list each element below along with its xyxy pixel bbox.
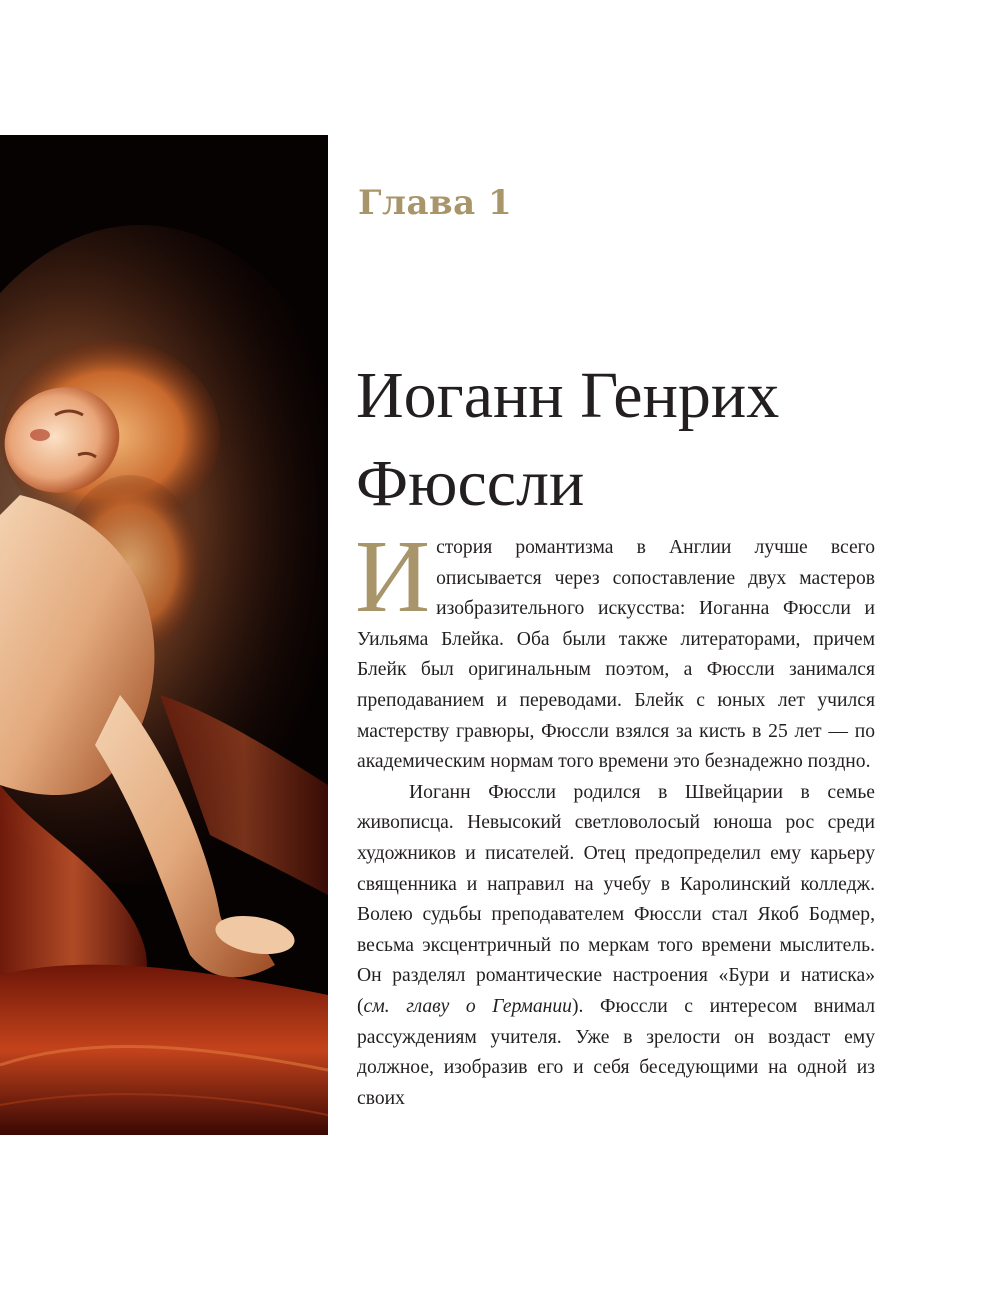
painting-illustration [0, 135, 328, 1135]
drop-cap: И [355, 519, 431, 634]
article-body [355, 519, 875, 1114]
paragraph-1-text: стория романтизма в Англии лучше всего описывается через сопоставление двух мастеров изобразительного искусства: Иоганна Фюссли и Уильяма Блейка. Оба были также литераторами, причем Блейк был оригинальным поэтом, а Фюссли занимался преподаванием и переводами. Блейк с юных лет учился мастерству гравюры, Фюссли взялся за кисть в 25 лет — по академическим нормам того времени это безнадежно поздно. [357, 537, 875, 773]
chapter-reference: см. главу о Германии [363, 995, 572, 1017]
paragraph-2-start: Иоганн Фюссли родился в Швейцарии в семье живописца. Невысокий светловолосый юноша рос среди художников и писателей. Отец предопределил ему карьеру священника и направил на учебу в Каролинский колледж. Волею судьбы преподавателем Фюссли стал Якоб Бодмер, весьма эксцентричный по меркам того времени мыслитель. Он разделял романтические настроения «Бури и натиска» ( [357, 781, 875, 1017]
paragraph-2 [357, 778, 875, 1115]
paragraph-2-end: ). Фюссли с интересом внимал рассуждениям учителя. Уже в зрелости он воздаст ему должное, изобразив его и себя беседующими на одной из своих [357, 995, 875, 1109]
paragraph-1 [355, 519, 875, 778]
chapter-number: Глава 1 [358, 183, 513, 223]
chapter-title: Иоганн Генрих Фюссли [356, 359, 780, 520]
